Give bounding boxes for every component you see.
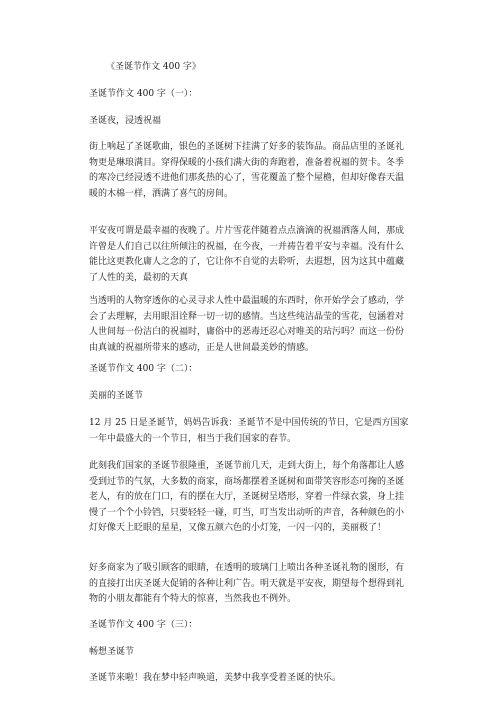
section-1-subtitle: 圣诞夜，浸透祝福 bbox=[89, 116, 162, 126]
section-3-heading: 圣诞节作文 400 字（三）： bbox=[89, 620, 198, 630]
section-2-heading: 圣诞节作文 400 字（二）： bbox=[89, 364, 198, 374]
document-title: 《圣诞节作文 400 字》 bbox=[106, 62, 201, 72]
section-2-paragraph-2: 此刻我们国家的圣诞节很隆重，圣诞节前几天，走到大街上，每个角落都让人感受到过节的气氛，大多数的商家，商场都摆着圣诞树和面带笑容形态可掬的圣诞老人，有的放在门口，有的摆在大厅，圣诞树呈塔形，穿着一件绿衣裳，身上挂慢了一个个小铃铛，只要轻轻一碰，叮当，叮当发出动听的声音，各种颜色的小灯好像天上眨眼的星星，又像五颜六色的小灯笼，一闪一闪的，美丽极了！ bbox=[89, 461, 405, 533]
section-1-heading: 圣诞节作文 400 字（一）： bbox=[89, 89, 198, 99]
section-1-paragraph-3: 当透明的人物穿透你的心灵寻求人性中最温暖的东西时，你开始学会了感动，学会了去理解，去用眼泪诠释一切一切的感情。当这些纯洁晶莹的雪花，包涵着对人世间每一份洁白的祝福时，庸俗中的恶毒还忍心对唯美的玷污吗？而这一份份由真诚的祝福所带来的感动，正是人世间最美妙的情感。 bbox=[89, 296, 405, 353]
section-3-subtitle: 畅想圣诞节 bbox=[89, 647, 135, 657]
section-2-paragraph-3: 好多商家为了吸引顾客的眼睛，在透明的玻璃门上喷出各种圣诞礼物的图形，有的直接打出庆圣诞大促销的各种让利广告。明天就是平安夜，期望每个想得到礼物的小朋友都能有个特大的惊喜，当然我也不例外。 bbox=[89, 563, 405, 604]
section-1-paragraph-1: 街上响起了圣诞歌曲，银色的圣诞树下挂满了好多的装饰品。商品店里的圣诞礼物更是琳琅满目。穿得保暖的小孩们满大街的奔跑着，准备着祝福的贺卡。冬季的寒冷已经浸透不进他们那炙热的心了，雪花覆盖了整个屋檐，但却好像春天温暖的木棉一样，洒满了喜气的房间。 bbox=[89, 142, 405, 199]
section-2-paragraph-1: 12 月 25 日是圣诞节，妈妈告诉我：圣诞节不是中国传统的节日，它是西方国家一年中最盛大的一个节日，相当于我们国家的春节。 bbox=[89, 418, 409, 444]
section-2-subtitle: 美丽的圣诞节 bbox=[89, 391, 144, 401]
section-1-paragraph-2: 平安夜可谓是最幸福的夜晚了。片片雪花伴随着点点滴滴的祝福洒落人间，那成许曾是人们自己以往所倾注的祝福，在今夜，一并祷告着平安与幸福。没有什么能比这更教化庸人之念的了，它让你不自觉的去聆听，去遐想，因为这其中蕴藏了人性的美，最初的天真 bbox=[89, 226, 405, 283]
section-3-paragraph-1: 圣诞节来啦！我在梦中轻声唤道，美梦中我享受着圣诞的快乐。 bbox=[89, 673, 342, 683]
